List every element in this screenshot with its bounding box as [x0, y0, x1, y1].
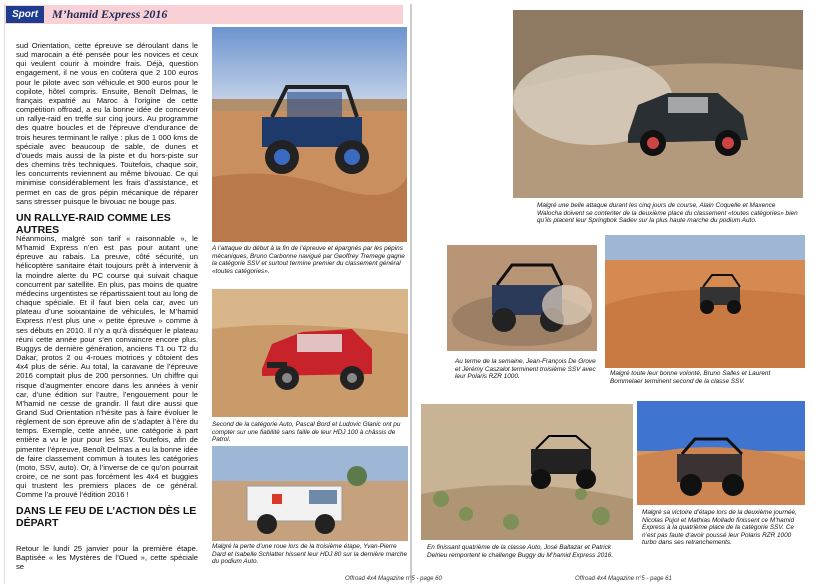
photo-rzr-splash — [447, 245, 597, 351]
photo-ssv-blue — [212, 27, 407, 242]
paragraph-text: Retour le lundi 25 janvier pour la première étape. Baptisée « les Mystères de l’Oued », cette spéciale se — [16, 544, 198, 572]
article-title: M’hamid Express 2016 — [52, 7, 168, 21]
photo-pickup-dust — [513, 10, 803, 198]
caption-ssv-blue-sky: Malgré sa victoire d’étape lors de la deuxième journée, Nicolas Pujol et Mathias Mollado finissent ce M’hamid Express à la quatrième place de la catégorie SSV. Ce n’est pas faute d’avoir poussé leur Polaris RZR 1000 turbo dans ses retranchements. — [642, 509, 797, 547]
caption-pickup-dust: Malgré une belle attaque durant les cinq jours de course, Alain Coquelle et Maxence Walocha doivent se contenter de la deuxième place du classement «toutes catégories» bien qu’ils placent leur Springbok Sadev sur la plus haute marche du podium Auto. — [537, 202, 798, 225]
photo-ssv-blue-sky — [637, 401, 805, 505]
photo-red-hilux — [212, 289, 408, 417]
caption-red-hilux: Second de la catégorie Auto, Pascal Bord et Ludovic Glanic ont pu compter sur une fiabilité sans faille de leur HDJ 100 à châssis de Patrol. — [212, 421, 401, 444]
section-heading-1: UN RALLYE-RAID COMME LES AUTRES — [16, 212, 171, 236]
section-badge: Sport — [6, 6, 44, 23]
photo-buggy-jump — [421, 404, 633, 540]
article-paragraph-1 — [16, 41, 198, 206]
caption-buggy-jump: En finissant quatrième de la classe Auto, José Baltazar et Patrick Delrieu remportent le challenge Buggy du M’hamid Express 2016. — [427, 544, 614, 559]
section-heading-2: DANS LE FEU DE L’ACTION DÈS LE DÉPART — [16, 505, 197, 529]
footer-right: Offroad 4x4 Magazine n°5 - page 61 — [575, 576, 672, 582]
photo-white-truck — [212, 446, 408, 541]
caption-ssv-dune: Malgré toute leur bonne volonté, Bruno Salles et Laurent Bommelaer terminent second de la classe SSV. — [610, 370, 771, 385]
caption-ssv-blue: A l’attaque du début à la fin de l’épreuve et épargnés par les pépins mécaniques, Bruno Carbonne navigué par Geoffrey Tremege gagne la catégorie SSV et surtout termine premier du classement général «toutes catégories». — [212, 245, 405, 275]
article-paragraph-2 — [16, 234, 198, 500]
article-paragraph-3 — [16, 544, 198, 571]
footer-left: Offroad 4x4 Magazine n°5 - page 60 — [345, 576, 442, 582]
caption-white-truck: Malgré la perte d’une roue lors de la troisième étape, Yvan-Pierre Dard et Isabelle Schlatter hissent leur HDJ 80 sur la dernière marche du podium Auto. — [212, 543, 408, 566]
photo-ssv-dune — [605, 235, 805, 368]
paragraph-text: sud Orientation, cette épreuve se déroulant dans le sud marocain a été pensée pour les novices et ceux qui veulent courir à moindre frais. Déjà, question engagement, il ne vous en coûtera que 2 100 euros pour le pilote avec son véhicule et 900 euros pour le copilote, hôtel compris. Ensuite, Benoît Delmas, le français expatrié au Maroc à l’origine de cette compétition offroad, a eu la bonne idée de concevoir un rallye-raid en treffe sur cinq jours. Au programme des quatre boucles et de l’épreuve d’endurance de trois heures terminant le rallye : plus de 1 000 kms de spéciale avec beaucoup de sable, de dunes et d’oueds mais aussi de la piste et du hors-piste sur des chemins très techniques. Toutefois, chaque soir, les concurrents reviennent au même bivouac. Ce qui minimise considérablement les frais d’assistance, et permet en cas de gros pépin mécanique de réparer sans stresser puisque le bivouac ne bouge pas. — [16, 41, 198, 206]
caption-rzr-splash: Au terme de la semaine, Jean-François De Grove et Jérémy Caszalot terminent troisième SSV avec leur Polaris RZR 1000. — [455, 358, 596, 381]
paragraph-text: Néanmoins, malgré son tarif « raisonnable », le M’hamid Express n’en est pas pour autant une épreuve au rabais. La preuve, côté sécurité, un hélicoptère sanitaire était toujours prêt à intervenir à la moindre alerte du PC course qui suivait chaque concurrent par satellite. En plus, pas moins de quatre médecins urgentistes se répartissaient tout au long de chaque spéciale. Et il faut bien cela car, avec un plateau d’une soixantaine de véhicules, le M’hamid Express n’est plus une « petite épreuve » comme à ses débuts en 2010. Il n’y a qu’à disséquer le plateau réuni cette année pour s’en convaincre encore plus. Buggys de dernière génération, anciens T1 ou T2 du Dakar, protos 2 ou 4-roues motrices y côtoient des 4x4 plus de série. Au total, la caravane de l’épreuve 2016 comptait plus de 200 personnes. Un chiffre qui risque d’augmenter encore dans les années à venir car, d’une édition sur l’autre, l’engouement pour le M’hamid ne cesse de grandir. Il faut dire aussi que Grand Sud Orientation n’hésite pas à faire évoluer le règlement de son épreuve afin de s’adapter à l’ère du temps. Exemple, cette année, une catégorie à part entière a vu le jour pour les SSV. Toutefois, afin de pimenter l’épreuve, Benoît Delmas a eu la bonne idée de faire classement commun à toutes les catégories (moto, SSV, auto). Or, à l’inverse de ce qu’on pourrait croire, ce ne sont pas forcément les 4x4 et buggies qui trustent les premiers places de ce général. Comme l’a prouvé l’édition 2016 ! — [16, 234, 198, 500]
